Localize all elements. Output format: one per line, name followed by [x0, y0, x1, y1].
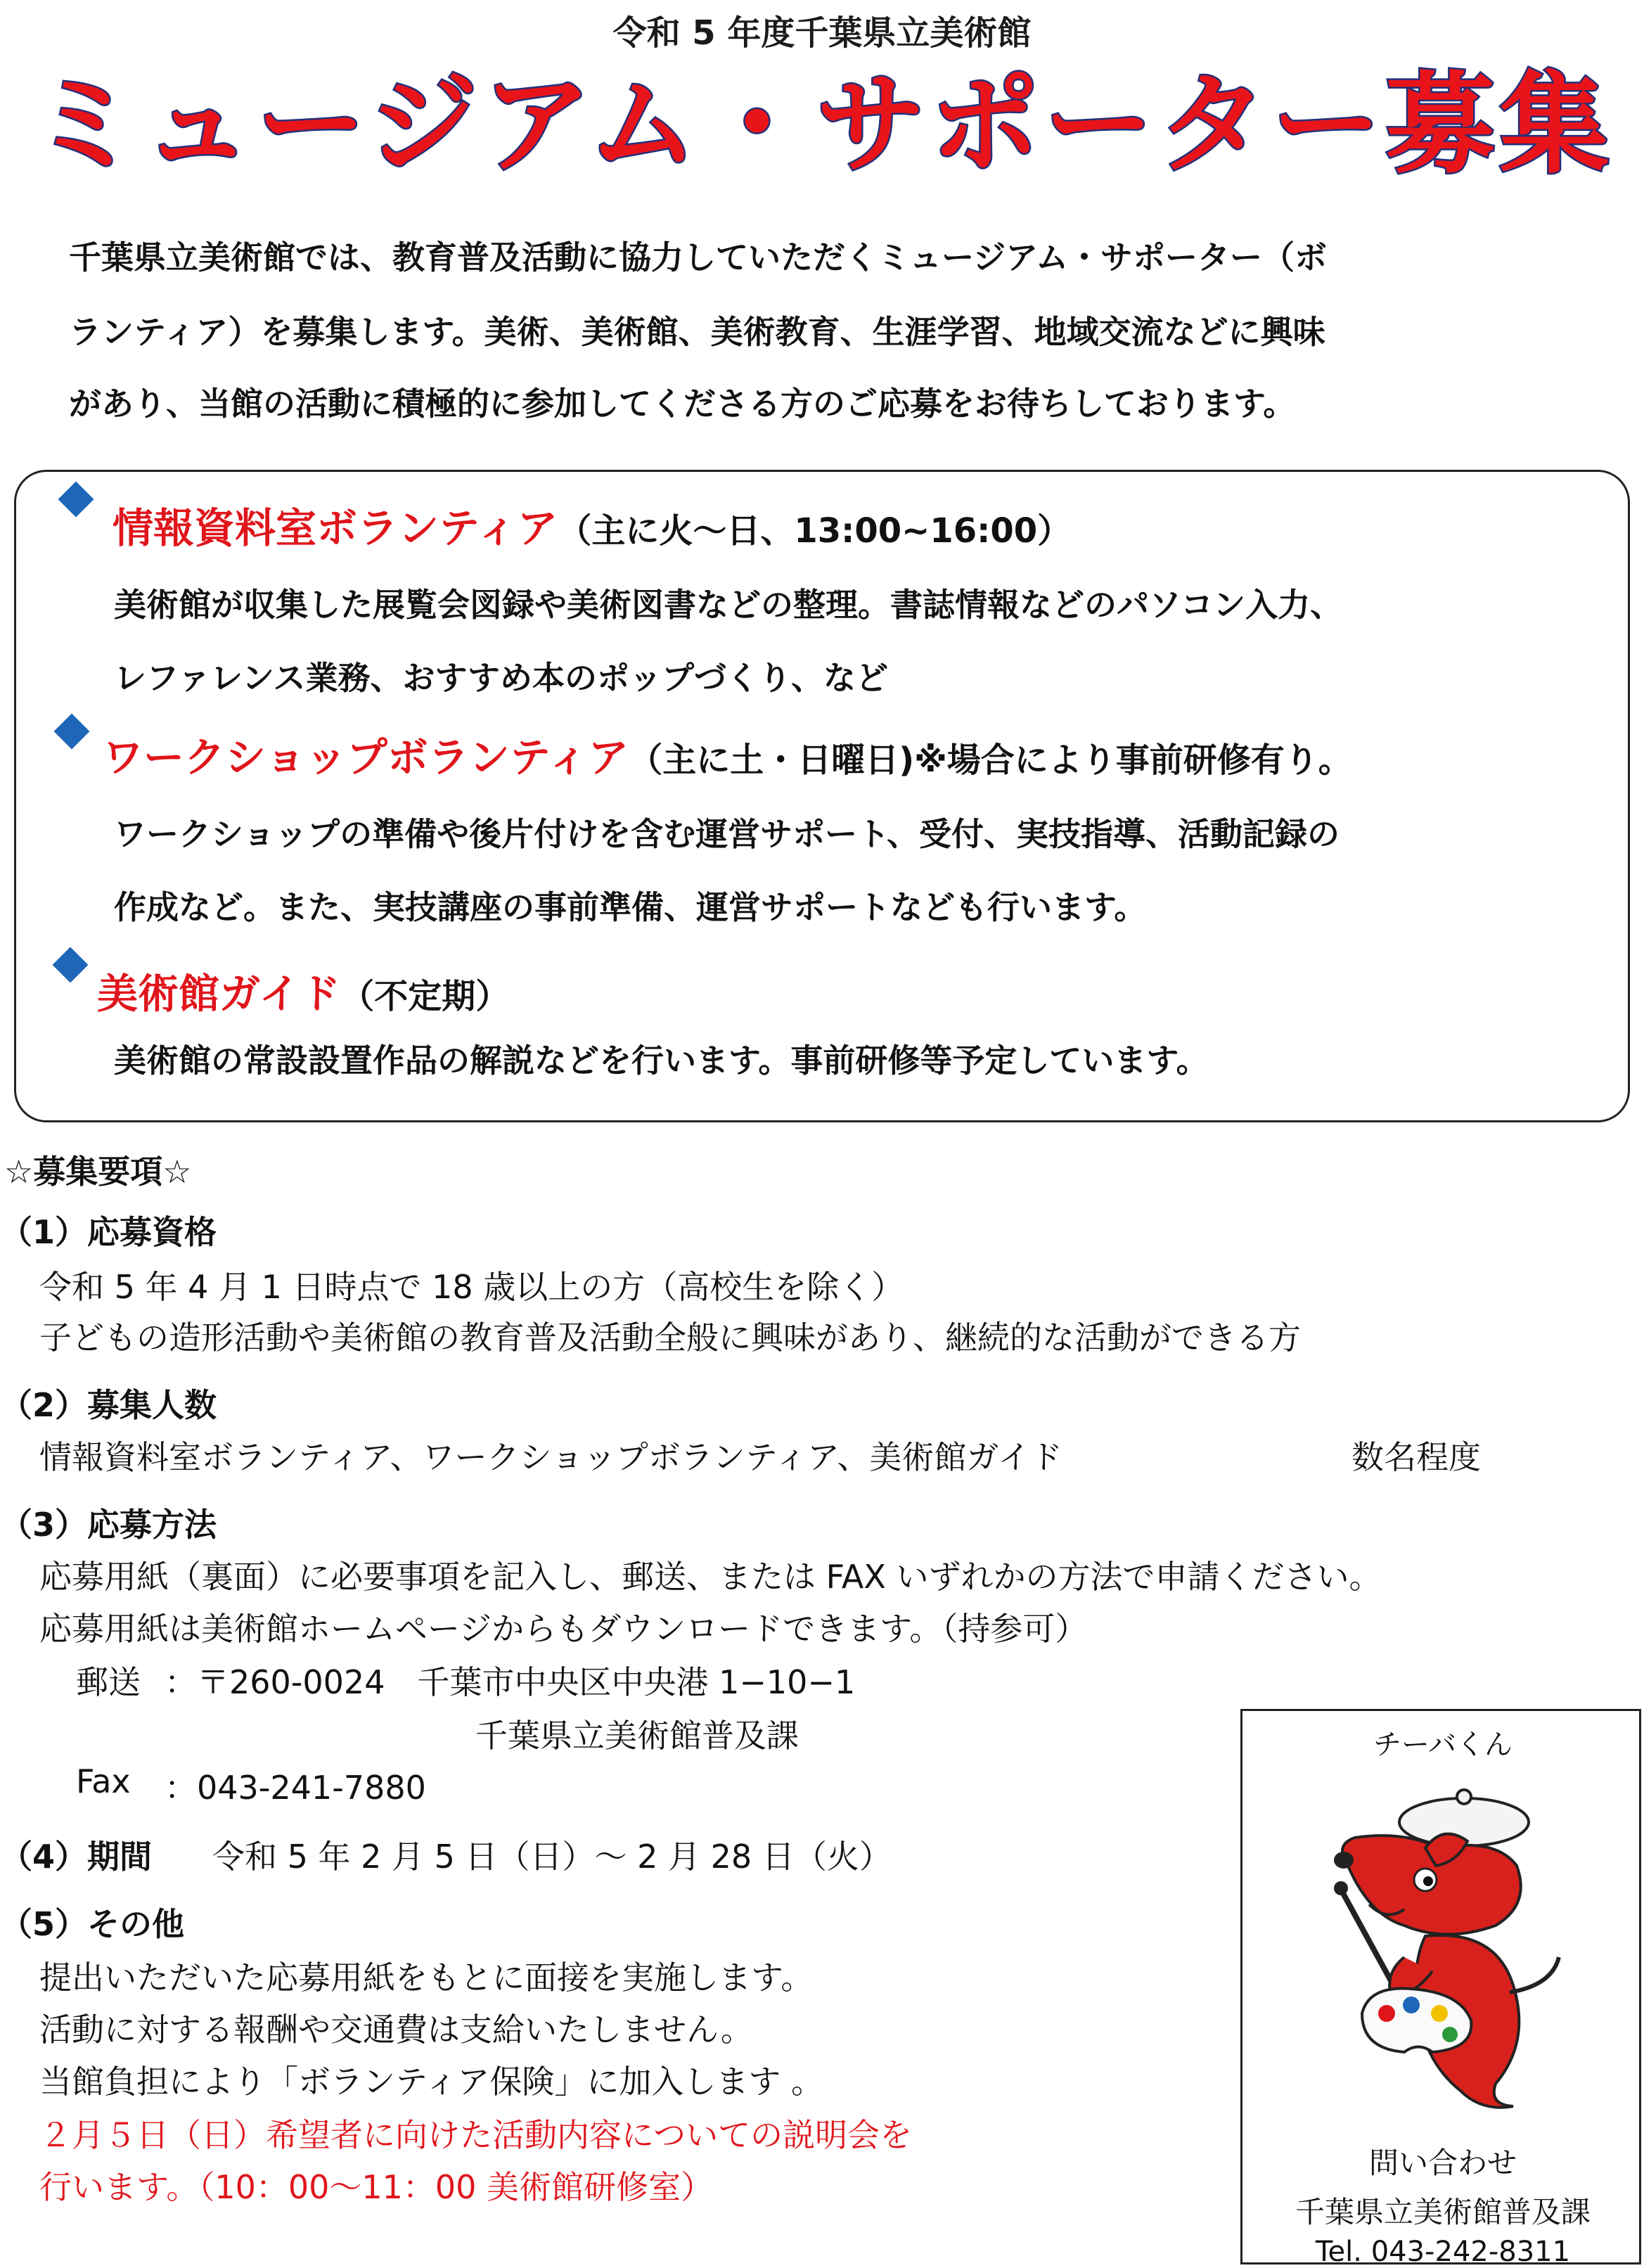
contact-tel: Tel. 043-242-8311: [1315, 2236, 1571, 2268]
q5-line: 当館負担により「ボランティア保険」に加入します 。: [39, 2063, 823, 2101]
mascot-name: チーバくん: [1373, 1729, 1513, 1761]
q3-mail-value: ：〒260-0024 千葉市中央区中央港 1−10−1: [165, 1663, 856, 1701]
q5-briefing-line: 行います。（10：00〜11：00 美術館研修室）: [39, 2168, 714, 2206]
section-name: 美術館ガイド: [97, 970, 341, 1018]
q1-line: 子どもの造形活動や美術館の教育普及活動全般に興味があり、継続的な活動ができる方: [39, 1319, 1301, 1357]
section-note: （不定期）: [340, 977, 510, 1016]
section-info-room-heading: [113, 495, 1071, 554]
section-note: （主に土・日曜日)※場合により事前研修有り。: [629, 741, 1352, 780]
section-workshop-heading: [103, 724, 1352, 783]
q3-line: 応募用紙は美術館ホームページからもダウンロードできます。（持参可）: [39, 1610, 1088, 1648]
q3-mail-label: 郵送: [76, 1663, 141, 1701]
q5-line: 活動に対する報酬や交通費は支給いたしません。: [39, 2011, 753, 2049]
section-name: 情報資料室ボランティア: [113, 504, 558, 552]
q2-title: （2）募集人数: [0, 1386, 217, 1424]
header-subtitle: 令和 5 年度千葉県立美術館: [612, 13, 1032, 53]
q1-title: （1）応募資格: [0, 1213, 217, 1251]
q3-fax-label: Fax: [76, 1762, 131, 1800]
section-note: （主に火〜日、13:00~16:00）: [558, 511, 1072, 551]
contact-box: [1240, 1709, 1641, 2268]
page-title: ミュージアム・サポーター募集: [30, 60, 1614, 188]
volunteer-types-box: [14, 470, 1630, 1122]
requirements-heading: ☆募集要項☆: [4, 1153, 192, 1191]
section-guide-heading: [97, 961, 509, 1020]
q1-line: 令和 5 年 4 月 1 日時点で 18 歳以上の方（高校生を除く）: [39, 1268, 904, 1306]
chiba-kun-mascot-icon: [1320, 1781, 1573, 2112]
section-desc-line: 美術館の常設設置作品の解説などを行います。事前研修等予定しています。: [114, 1042, 1209, 1079]
q3-line: 応募用紙（裏面）に必要事項を記入し、郵送、または FAX いずれかの方法で申請ください。: [39, 1558, 1382, 1596]
q3-title: （3）応募方法: [0, 1506, 217, 1544]
q5-title: （5）その他: [0, 1905, 185, 1943]
q3-mail-dept: 千葉県立美術館普及課: [475, 1717, 799, 1755]
q4-value: 令和 5 年 2 月 5 日（日）〜 2 月 28 日（火）: [212, 1838, 892, 1876]
intro-line-3: があり、当館の活動に積極的に参加してくださる方のご応募をお待ちしております。: [69, 385, 1296, 423]
q2-count: 数名程度: [1351, 1438, 1481, 1476]
contact-title: 問い合わせ: [1368, 2146, 1517, 2180]
q4-title: （4）期間: [0, 1838, 153, 1876]
q5-line: 提出いただいた応募用紙をもとに面接を実施します。: [39, 1959, 814, 1997]
intro-line-1: 千葉県立美術館では、教育普及活動に協力していただくミュージアム・サポーター（ボ: [69, 238, 1327, 276]
section-desc-line: 作成など。また、実技講座の事前準備、運営サポートなども行います。: [114, 888, 1147, 926]
section-desc-line: レファレンス業務、おすすめ本のポップづくり、など: [114, 659, 889, 697]
contact-dept: 千葉県立美術館普及課: [1295, 2195, 1591, 2229]
intro-line-2: ランティア）を募集します。美術、美術館、美術教育、生涯学習、地域交流などに興味: [69, 313, 1325, 351]
section-name: ワークショップボランティア: [103, 733, 629, 781]
q3-fax-value: ：043-241-7880: [165, 1769, 426, 1807]
q2-line: 情報資料室ボランティア、ワークショップボランティア、美術館ガイド: [39, 1438, 1062, 1476]
section-desc-line: ワークショップの準備や後片付けを含む運営サポート、受付、実技指導、活動記録の: [114, 815, 1340, 853]
section-desc-line: 美術館が収集した展覧会図録や美術図書などの整理。書誌情報などのパソコン入力、: [114, 586, 1343, 624]
q5-briefing-line: ２月５日（日）希望者に向けた活動内容についての説明会を: [39, 2116, 913, 2154]
